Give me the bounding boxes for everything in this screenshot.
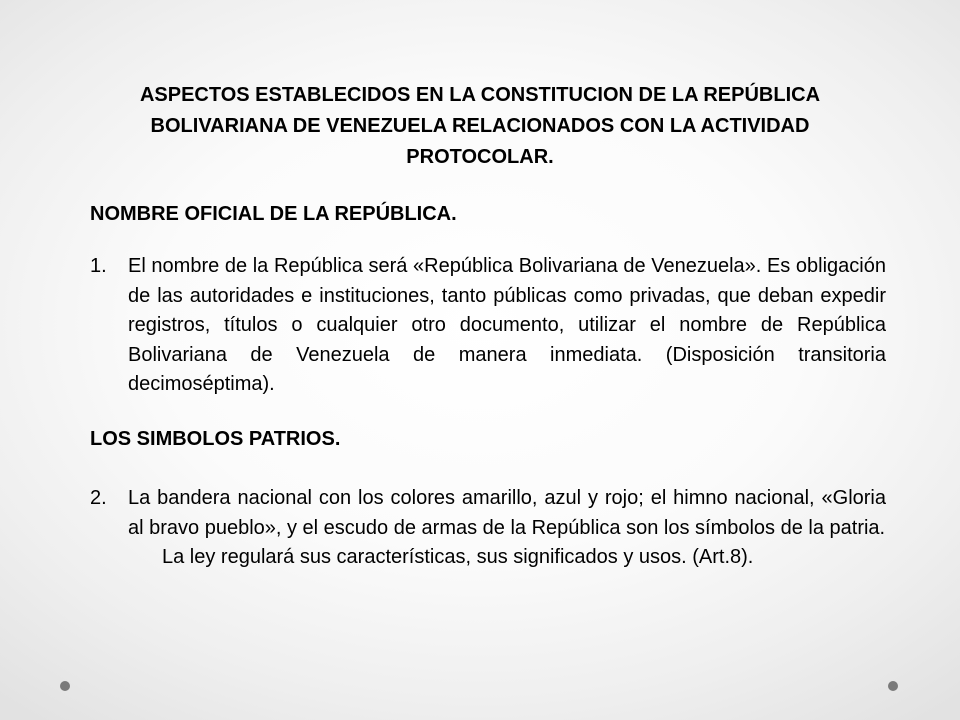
section-heading-nombre-oficial: NOMBRE OFICIAL DE LA REPÚBLICA. <box>90 203 457 225</box>
list-item-text: La bandera nacional con los colores amarillo, azul y rojo; el himno nacional, «Gloria al bravo pueblo», y el escudo de armas de la República son los símbolos de la patria. <box>128 487 886 539</box>
decorative-dot-right <box>888 681 898 691</box>
list-item-number: 2. <box>90 487 107 509</box>
slide-title: ASPECTOS ESTABLECIDOS EN LA CONSTITUCION DE LA REPÚBLICA BOLIVARIANA DE VENEZUELA RELACIONADOS CON LA ACTIVIDAD PROTOCOLAR. <box>139 84 821 168</box>
list-item-extra-text: La ley regulará sus características, sus significados y usos. (Art.8). <box>162 546 754 568</box>
list-item-2 <box>90 484 886 573</box>
list-item-1 <box>90 252 886 400</box>
section-heading-simbolos-patrios: LOS SIMBOLOS PATRIOS. <box>90 428 341 450</box>
list-item-text: El nombre de la República será «República Bolivariana de Venezuela». Es obligación de las autoridades e instituciones, tanto públicas como privadas, que deban expedir registros, títulos o cualquier otro documento, utilizar el nombre de República Bolivariana de Venezuela de manera inmediata. (Disposición transitoria decimoséptima). <box>128 255 886 395</box>
list-item-number: 1. <box>90 255 107 277</box>
decorative-dot-left <box>60 681 70 691</box>
